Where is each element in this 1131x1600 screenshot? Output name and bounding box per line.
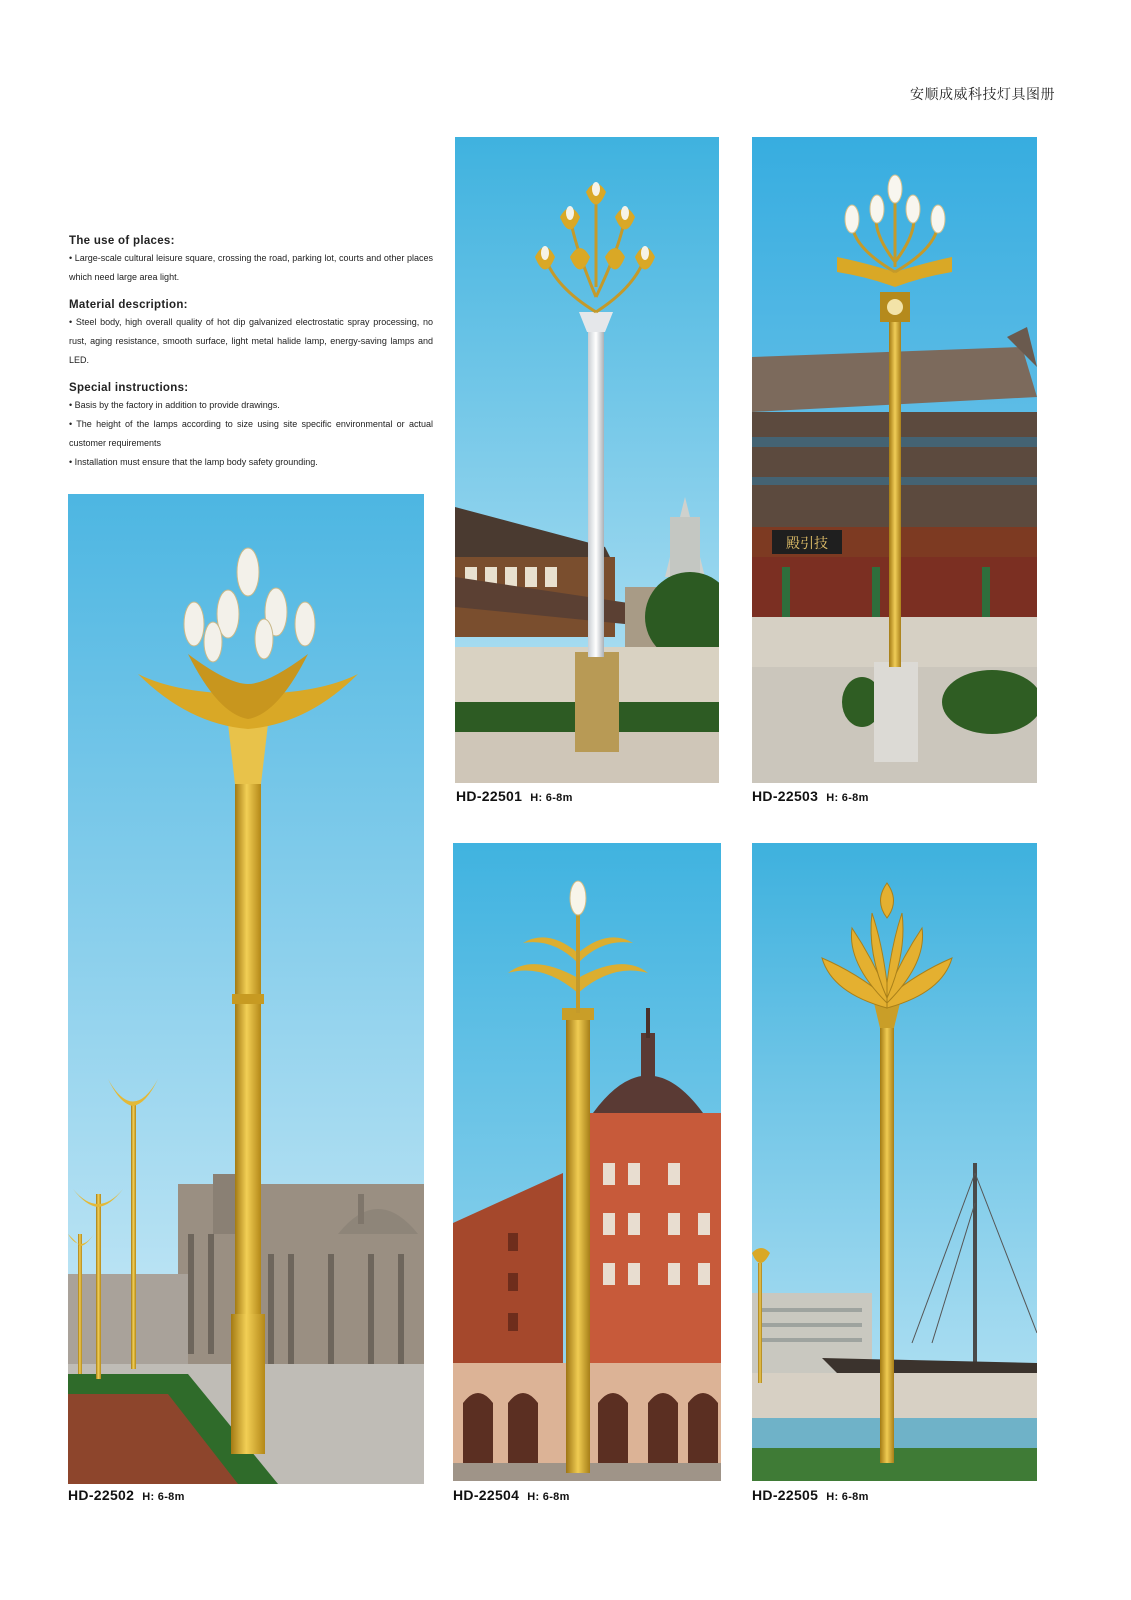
product-photo-hd-22502 bbox=[68, 494, 424, 1484]
product-info bbox=[69, 233, 433, 482]
temple-plaque: 殿引技 bbox=[786, 536, 828, 552]
product-photo-hd-22505 bbox=[752, 843, 1037, 1481]
product-caption bbox=[752, 788, 869, 804]
product-height: H: 6-8m bbox=[142, 1491, 185, 1503]
section-title: Special instructions: bbox=[69, 382, 189, 394]
product-caption bbox=[453, 1487, 570, 1503]
section-text: • Steel body, high overall quality of hot dip galvanized electrostatic spray processing, no rust, aging resistance, smooth surface, light metal halide lamp, energy-saving lamps and LED. bbox=[69, 317, 433, 365]
product-code: HD-22505 bbox=[752, 1487, 819, 1503]
info-section-special bbox=[69, 380, 433, 472]
product-height: H: 6-8m bbox=[527, 1491, 570, 1503]
info-section-material bbox=[69, 297, 433, 370]
product-height: H: 6-8m bbox=[826, 1491, 869, 1503]
info-section-use bbox=[69, 233, 433, 287]
section-text: • Basis by the factory in addition to provide drawings. bbox=[69, 400, 280, 410]
product-photo-hd-22501 bbox=[455, 137, 719, 783]
section-title: Material description: bbox=[69, 299, 188, 311]
product-height: H: 6-8m bbox=[826, 792, 869, 804]
product-caption bbox=[456, 788, 573, 804]
section-title: The use of places: bbox=[69, 235, 175, 247]
section-text: • Installation must ensure that the lamp body safety grounding. bbox=[69, 457, 318, 467]
product-photo-hd-22503 bbox=[752, 137, 1037, 783]
product-code: HD-22501 bbox=[456, 788, 523, 804]
catalog-header: 安顺成威科技灯具图册 bbox=[910, 87, 1055, 103]
product-photo-hd-22504 bbox=[453, 843, 721, 1481]
product-code: HD-22504 bbox=[453, 1487, 520, 1503]
product-caption bbox=[752, 1487, 869, 1503]
product-height: H: 6-8m bbox=[530, 792, 573, 804]
product-code: HD-22502 bbox=[68, 1487, 135, 1503]
section-text: • The height of the lamps according to size using site specific environmental or actual customer requirements bbox=[69, 419, 433, 448]
product-caption bbox=[68, 1487, 185, 1503]
product-code: HD-22503 bbox=[752, 788, 819, 804]
section-text: • Large-scale cultural leisure square, crossing the road, parking lot, courts and other places which need large area light. bbox=[69, 253, 433, 282]
